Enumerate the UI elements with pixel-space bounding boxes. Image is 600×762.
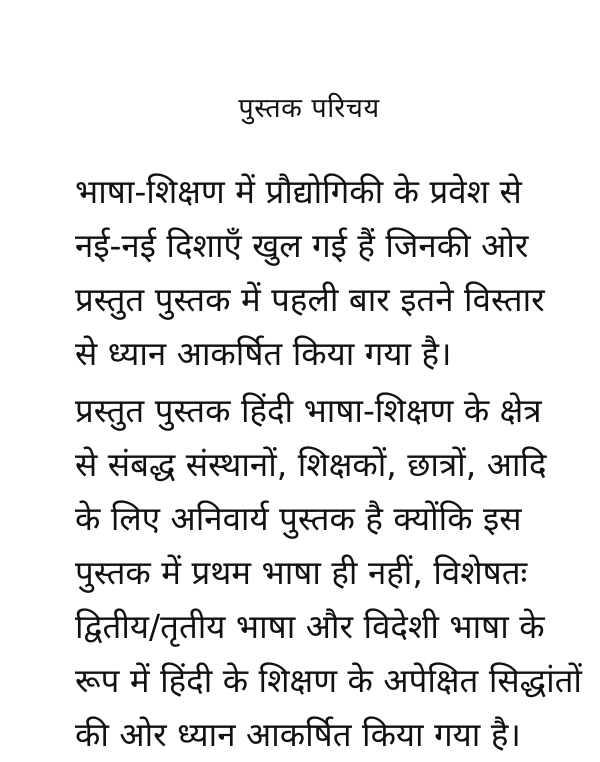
paragraph-line: से संबद्ध संस्थानों, शिक्षकों, छात्रों, आदि — [75, 445, 547, 484]
paragraph-line: पुस्तक में प्रथम भाषा ही नहीं, विशेषतः — [75, 553, 528, 592]
page-title: पुस्तक परिचय — [238, 93, 380, 124]
paragraph-line: भाषा-शिक्षण में प्रौद्योगिकी के प्रवेश से — [75, 172, 522, 211]
paragraph-line: प्रस्तुत पुस्तक हिंदी भाषा-शिक्षण के क्षेत्र — [75, 391, 542, 430]
paragraph-description — [75, 384, 585, 762]
paragraph-line: द्वितीय/तृतीय भाषा और विदेशी भाषा के — [75, 607, 545, 646]
paragraph-line: से ध्यान आकर्षित किया गया है। — [75, 334, 452, 373]
paragraph-line: के लिए अनिवार्य पुस्तक है क्योंकि इस — [75, 499, 522, 538]
paragraph-line: नई-नई दिशाएँ खुल गई हैं जिनकी ओर — [75, 226, 529, 265]
paragraph-line: की ओर ध्यान आकर्षित किया गया है। — [75, 715, 521, 754]
paragraph-line: प्रस्तुत पुस्तक में पहली बार इतने विस्तार — [75, 280, 545, 319]
paragraph-intro — [75, 165, 585, 381]
paragraph-line: रूप में हिंदी के शिक्षण के अपेक्षित सिद्धांतों — [75, 661, 582, 700]
